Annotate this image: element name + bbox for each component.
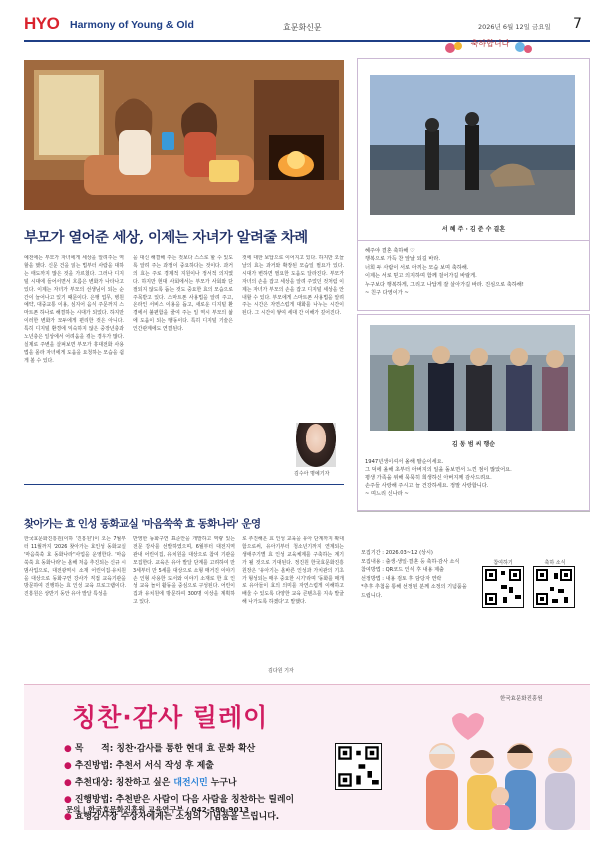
progress-label: 진행방법 [74,795,110,805]
info-period: 모집기간 : 2026.03~12 (상시) [361,550,433,556]
institute-logo: 한국효문화진흥원 [500,696,543,702]
info-selection: 선정방법 : 내용 검토 후 담당자 연락 [361,575,442,582]
paper-name: 효문화신문 [283,23,322,32]
banner-contact: 문의 | 한국효문화진흥원 교육연구부 / 042-580-9013 [66,805,249,814]
target-after: 누구나 [207,778,237,788]
reporter-portrait [296,423,336,467]
qr-participate[interactable] [482,566,524,608]
banner-line-award: ● 효행감사장 수상자에게는 소정의 기념품을 드립니다. [64,812,280,822]
purpose-label: 목 적 [74,744,110,754]
banner-line-progress: ● 진행방법: 추천받은 사람이 다음 사람을 칭찬하는 릴레이 [64,795,295,805]
wedding-message: 혜주야 결혼 축하해 ♡ 행복으로 가득 찬 앞날 되길 바라. 너희 두 사람이 서로 아끼는 모습 보며 축하해. 이제는 서로 믿고 의지하며 함께 걸어가길 바랄게. 누구보다 행복하게, 그리고 나답게 잘 살아가길 바라. 진심으로 축하해! ~ 친구 다영이가 ~ [365,248,524,297]
article2-byline: 김다원 기자 [268,668,294,674]
method-label: 추진방법 [74,761,110,771]
banner-qr-code[interactable] [335,743,382,790]
target-label: 추천대상 [74,778,110,788]
qr-news[interactable] [533,566,575,608]
newspaper-logo: HYO [24,14,60,33]
family-caption: 김 동 범 씨 행순 [451,441,496,448]
article2-column-3: 로 추진해온 효 인성 교육을 유아 단계까지 확대함으로써, 유아기부터 청소년기까지 연계되는 생애주기별 효 인성 교육체계를 구축하는 계기가 될 것으로 기대된다. 정진원 한국효문화진흥원장은 '유아기는 올바른 인성과 가치관의 기초가 형성되는 매우 중요한 시기'라며 '동화를 매개로 유아들이 효의 의미를 자연스럽게 이해하고 배울 수 있도록 다양한 교육 콘텐츠를 지속 발굴해 나가도록 하겠다'고 말했다. [242,536,344,606]
progress-text: : 추천받은 사람이 다음 사람을 칭찬하는 릴레이 [109,795,295,805]
info-method: 참여방법 : QR코드 인식 후 내용 제출 [361,567,444,574]
page-number: 7 [573,16,582,32]
family-photo [370,325,575,431]
method-text: : 추천서 서식 작성 후 제출 [109,761,214,771]
banner-title: 칭찬·감사 릴레이 [72,703,269,732]
award-text: 효행감사장 수상자에게는 소정의 기념품을 드립니다. [74,812,280,822]
article1-column-3: 것에 대한 보답으로 이어지고 있다. 하지만 오늘날의 효는 과거와 확장된 모습일 필요가 있다. 시대가 변하면 필요한 도움도 달라진다. 부모가 자녀의 손을 잡고 세상을 알려 주었던 것처럼 이제는 자녀가 부모의 손을 잡고 디지털 세상을 안내할 수 있다. 부모에게 스마트폰 사용법을 알려 주는 시간은 자연스럽게 대화를 나누는 시간이 된다. 그 시간이 쌓여 세대 간 이해가 깊어진다. [242,255,344,317]
mother-daughter-illustration [24,60,344,210]
submission-info [361,549,471,601]
article1-byline: 김수아 명예기자 [294,471,330,477]
banner-line-target: ● 추천대상: 칭찬하고 싶은 대전시민 누구나 [64,778,237,788]
banner-line-purpose: ● 목 적: 칭찬·감사를 통한 현대 효 문화 확산 [64,744,256,754]
info-note: *추후 추첨을 통해 선정된 분께 소정의 기념품을 드립니다. [361,584,467,599]
newspaper-subtitle: Harmony of Young & Old [70,19,194,31]
info-content: 모집내용 : 출생·생일·결혼 등 축하·감사 소식 [361,558,460,565]
celebrate-heading: 축하합니다 [470,39,510,48]
family-illustration [412,706,587,830]
article1-column-2: 을 대신 해결해 주는 것보다 스스로 할 수 있도록 알려 주는 과정이 중요하다는 것이다. 과거의 효는 주로 경제적 지원이나 정서적 의지였다. 하지만 현대 사회에서는 부모가 사회와 단절되지 않도록 돕는 것도 중요한 효의 모습으로 주목받고 있다. 스마트폰 사용법을 알려 주고, 온라인 서비스 이용을 돕고, 새로운 디지털 환경에서 불편함을 줄여 주는 일 역시 부모의 삶에 도움이 되는 행동이다. 특히 디지털 기술은 인간관계에도 연결된다. [133,255,233,333]
target-text: : 칭찬하고 싶은 [109,778,174,788]
section-divider [24,484,344,485]
wedding-caption: 서 혜 주 · 김 준 수 결혼 [441,226,506,233]
qr-participate-label: 참여하기 [493,560,513,566]
target-highlight: 대전시민 [173,778,208,788]
article1-column-1: 예전에는 부모가 자녀에게 세상을 알려주는 역할을 했다. 신문 건을 읽는 법부터 사람을 대하는 태도까지 많은 것을 가르쳤다. 그러나 디지털 시대에 들어서면서 흐름은 변화가 나타나고 있다. 이제는 자녀가 부모의 선생님이 되는 순간이 늘어나고 있기 때문이다. 은행 업무, 병원 예약, 대중교통 이용, 심지어 음식 주문까지 스마트폰 하나로 해결하는 시대가 되었다. 하지만 이러한 변화가 모두에게 편리한 것은 아니다. 특히 디지털 환경에 익숙하지 않은 중장년층과 노년층은 일상에서 어려움을 겪는 경우가 많다. 실제로 주변을 살펴보면 부모가 휴대전화 사용법을 몰라 자녀에게 도움을 요청하는 모습을 쉽게 볼 수 있다. [24,255,124,364]
qr-news-label: 축하 소식 [544,560,566,566]
wedding-photo [370,75,575,215]
article2-headline: 찾아가는 효 인성 동화교실 '마음쑥쑥 효 동화나라' 운영 [24,518,261,530]
article2-column-2: 반영한 동화구연 표준안을 개발하고 역량 있는 전문 강사를 선발하였으며, 6월부터 대전지역 관내 어린이집, 유치원을 대상으로 참여 기관을 모집한다. 교육은 유아 발달 단계를 고려하여 만 3세부터 만 5세를 대상으로 소형 매거진 이야기 손 인형 사용한 도서와 이야기 소재로 한 효 인성 교육 놀이 활동을 중심으로 구성된다. 어린이집과 유치원에 방문하여 300명 이상을 계획하고 있다. [133,536,235,606]
article1-headline: 부모가 열어준 세상, 이제는 자녀가 알려줄 차례 [24,229,308,246]
issue-date: 2026년 6월 12일 금요일 [478,23,551,31]
family-message: 1947년생이셔서 올해 팔순이세요. 그 덕에 올해 초부터 아버지의 일을 돌보면서 느낀 점이 많았어요. 평생 가족을 위해 묵묵히 희생하신 아버지께 감사드려요. 손주들 사랑해 주시고 늘 건강하세요. 정말 사랑합니다. ~ 며느리 신나라 ~ [365,459,512,497]
purpose-text: : 칭찬·감사를 통한 현대 효 문화 확산 [109,744,256,754]
article2-column-1: 한국효문화진흥원(이하 '진흥원')이 오는 7월부터 11월까지 '2026 찾아가는 효인성 동화교실 '마음쑥쑥 효 동화나라''사업을 운영한다. '마음쑥쑥 효 동화나라'는 올해 처음 추진되는 신규 시범사업으로, 대전광역시 소재 어린이집·유치원을 대상으로 동화구연 강사가 직접 교육기관을 방문하여 진행하는 효 인성 교육 프로그램이다. 진흥원은 상반기 동안 유아 발달 특성을 [24,536,126,598]
banner-line-method: ● 추진방법: 추천서 서식 작성 후 제출 [64,761,214,771]
sidebar-divider [357,511,590,512]
